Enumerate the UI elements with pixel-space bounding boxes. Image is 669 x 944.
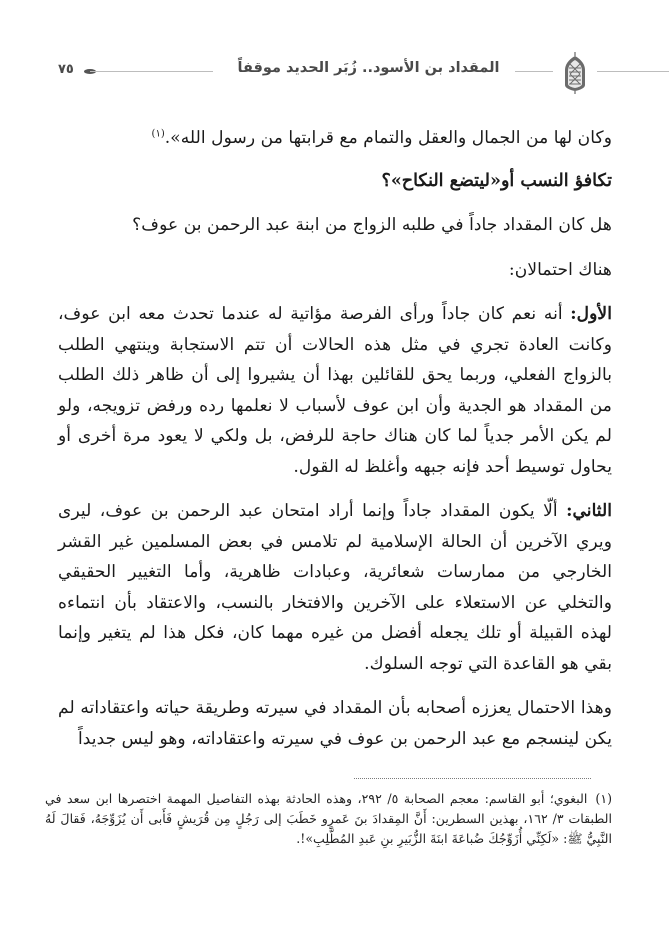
footnotes <box>45 789 612 849</box>
page-number: ٧٥ <box>58 62 74 77</box>
footnote-item <box>45 789 612 849</box>
page-header <box>0 50 669 96</box>
header-rule-left <box>90 71 213 72</box>
footnote-separator <box>354 778 591 779</box>
opening-paragraph-text: وكان لها من الجمال والعقل والتمام مع قرابتها من رسول الله». <box>164 128 612 148</box>
main-text <box>58 123 612 754</box>
closing-paragraph: وهذا الاحتمال يعززه أصحابه بأن المقداد في سيرته وطريقة حياته واعتقاداته لم يكن لينسجم مع عبد الرحمن بن عوف في سيرته واعتقاداته، وهو ليس جديداً <box>58 698 612 749</box>
second-possibility-text: ألّا يكون المقداد جاداً وإنما أراد امتحان عبد الرحمن بن عوف، ليرى ويري الآخرين أن الحالة الإسلامية لم تلامس في بعض المسلمين غير القشر الخارجي من ممارسات شعائرية، وعبادات ظاهرية، وأما التغيير الحقيقي والتخلي عن الاستعلاء على الآخرين والافتخار بالنسب، والاعتقاد بأن انتماءه لهذه القبيلة أو تلك يجعله أفضل من غيره مهما كان، فكل هذا لم يتغير وإنما بقي هو القاعدة التي توجه السلوك. <box>58 501 612 674</box>
intro-paragraph: هناك احتمالان: <box>508 259 612 280</box>
first-possibility-text: أنه نعم كان جاداً ورأى الفرصة مؤاتية له عندما تحدث معه ابن عوف، وكانت العادة تجري في مثل هذه الحالات أن تتم الاستجابة وينتهي الطلب بالزواج الفعلي، وربما يحق للقائلين بهذا أن يشيروا إلى أن ظاهر ذلك الطلب من المقداد هو الجدية وأن ابن عوف لأسباب لا نعلمها رده ورفض تزويجه، ولو لم يكن الأمر جدياً لما كان هناك حاجة للرفض، بل ولكي لا يعود مرة أخرى أو يحاول توسيط أحد فإنه جبهه وأغلظ له القول. <box>58 304 612 477</box>
second-possibility-paragraph <box>58 496 612 679</box>
footnote-reference[interactable]: (١) <box>151 128 165 140</box>
question-paragraph: هل كان المقداد جاداً في طلبه الزواج من ابنة عبد الرحمن بن عوف؟ <box>132 215 612 235</box>
header-rule-right <box>597 71 669 72</box>
section-subheading: تكافؤ النسب أو«ليتضع النكاح»؟ <box>381 170 612 191</box>
first-possibility-lead: الأول: <box>570 304 612 324</box>
first-possibility-paragraph <box>58 299 612 482</box>
running-title: المقداد بن الأسود.. زُبَر الحديد موقفاً <box>237 60 500 76</box>
header-rule-middle <box>515 71 553 72</box>
opening-paragraph <box>58 123 612 154</box>
footnote-text: البغوي؛ أبو القاسم: معجم الصحابة ٥/ ٢٩٢، وهذه الحادثة بهذه التفاصيل المهمة اختصرها ابن سعد في الطبقات ٣/ ١٦٢، بهذين السطرين: أَنَّ المِقدادَ بنَ عَمرٍو خَطَبَ إلى رَجُلٍ مِن قُرَيشٍ فَأَبى أَن يُزَوِّجَهُ، فَقالَ لَهُ النَّبِيُّ ﷺ: «لَكِنِّي أُزَوِّجُكَ ضُباعَةَ ابنَةَ الزُّبَيرِ بنِ عَبدِ المُطَّلِبِ»!. <box>45 791 612 846</box>
second-possibility-lead: الثاني: <box>566 501 612 521</box>
lantern-ornament-icon <box>562 52 588 94</box>
footnote-number: (١) <box>595 791 613 806</box>
